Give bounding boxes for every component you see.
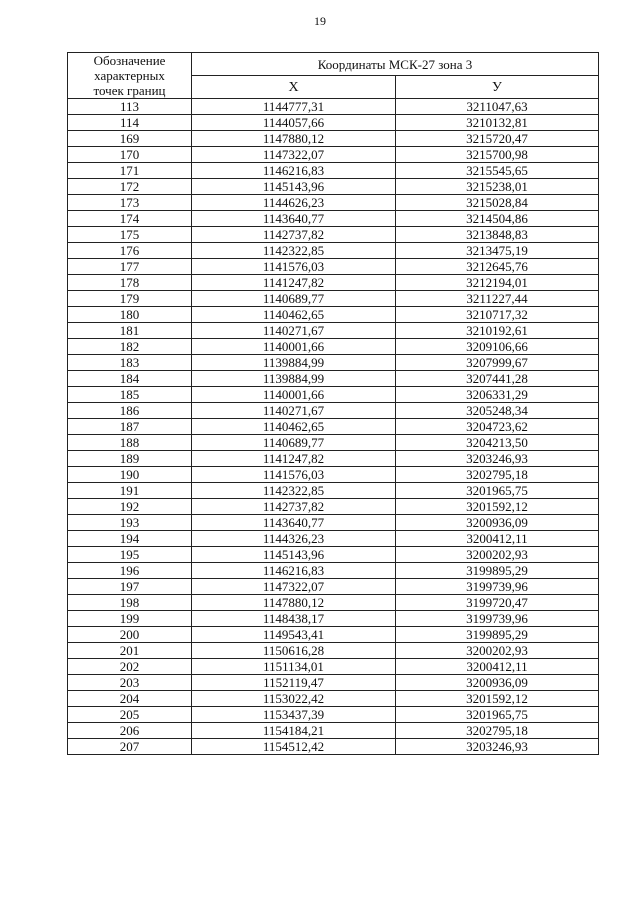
y-coordinate-cell: 3199739,96 — [396, 611, 599, 627]
table-row — [68, 563, 599, 579]
x-coordinate-cell: 1147880,12 — [192, 595, 396, 611]
point-id-cell: 188 — [68, 435, 192, 451]
table-header — [68, 53, 599, 99]
point-id-cell: 173 — [68, 195, 192, 211]
y-coordinate-cell: 3199739,96 — [396, 579, 599, 595]
header-x: X — [192, 76, 396, 99]
point-id-cell: 182 — [68, 339, 192, 355]
table-row — [68, 243, 599, 259]
y-coordinate-cell: 3199895,29 — [396, 627, 599, 643]
x-coordinate-cell: 1139884,99 — [192, 371, 396, 387]
point-id-cell: 203 — [68, 675, 192, 691]
point-id-cell: 194 — [68, 531, 192, 547]
x-coordinate-cell: 1141247,82 — [192, 451, 396, 467]
y-coordinate-cell: 3213848,83 — [396, 227, 599, 243]
x-coordinate-cell: 1145143,96 — [192, 179, 396, 195]
x-coordinate-cell: 1144057,66 — [192, 115, 396, 131]
header-point-designation — [68, 53, 192, 99]
table-row — [68, 403, 599, 419]
table-row — [68, 147, 599, 163]
header-y: У — [396, 76, 599, 99]
y-coordinate-cell: 3215720,47 — [396, 131, 599, 147]
table-row — [68, 291, 599, 307]
y-coordinate-cell: 3215238,01 — [396, 179, 599, 195]
x-coordinate-cell: 1147322,07 — [192, 579, 396, 595]
point-id-cell: 201 — [68, 643, 192, 659]
point-id-cell: 183 — [68, 355, 192, 371]
x-coordinate-cell: 1145143,96 — [192, 547, 396, 563]
x-coordinate-cell: 1147880,12 — [192, 131, 396, 147]
y-coordinate-cell: 3214504,86 — [396, 211, 599, 227]
y-coordinate-cell: 3211047,63 — [396, 99, 599, 115]
table-row — [68, 643, 599, 659]
y-coordinate-cell: 3201592,12 — [396, 499, 599, 515]
x-coordinate-cell: 1142322,85 — [192, 243, 396, 259]
table-row — [68, 499, 599, 515]
table-row — [68, 531, 599, 547]
point-id-cell: 114 — [68, 115, 192, 131]
point-id-cell: 171 — [68, 163, 192, 179]
point-id-cell: 205 — [68, 707, 192, 723]
table-row — [68, 179, 599, 195]
point-id-cell: 169 — [68, 131, 192, 147]
table-row — [68, 355, 599, 371]
y-coordinate-cell: 3212194,01 — [396, 275, 599, 291]
x-coordinate-cell: 1140001,66 — [192, 339, 396, 355]
point-id-cell: 196 — [68, 563, 192, 579]
y-coordinate-cell: 3204213,50 — [396, 435, 599, 451]
table-row — [68, 595, 599, 611]
table-body — [68, 99, 599, 755]
point-id-cell: 178 — [68, 275, 192, 291]
x-coordinate-cell: 1150616,28 — [192, 643, 396, 659]
y-coordinate-cell: 3201965,75 — [396, 483, 599, 499]
page-number: 19 — [314, 14, 326, 28]
table-row — [68, 211, 599, 227]
table-row — [68, 163, 599, 179]
header-point-line-3: точек границ — [93, 83, 166, 98]
x-coordinate-cell: 1146216,83 — [192, 163, 396, 179]
table-row — [68, 627, 599, 643]
point-id-cell: 198 — [68, 595, 192, 611]
y-coordinate-cell: 3211227,44 — [396, 291, 599, 307]
point-id-cell: 193 — [68, 515, 192, 531]
point-id-cell: 200 — [68, 627, 192, 643]
table-row — [68, 675, 599, 691]
table-row — [68, 371, 599, 387]
x-coordinate-cell: 1152119,47 — [192, 675, 396, 691]
point-id-cell: 113 — [68, 99, 192, 115]
y-coordinate-cell: 3213475,19 — [396, 243, 599, 259]
x-coordinate-cell: 1140271,67 — [192, 403, 396, 419]
y-coordinate-cell: 3212645,76 — [396, 259, 599, 275]
point-id-cell: 170 — [68, 147, 192, 163]
header-coordinate-system: Координаты МСК-27 зона 3 — [192, 53, 599, 76]
y-coordinate-cell: 3200936,09 — [396, 515, 599, 531]
table-row — [68, 99, 599, 115]
y-coordinate-cell: 3209106,66 — [396, 339, 599, 355]
table-row — [68, 723, 599, 739]
x-coordinate-cell: 1140001,66 — [192, 387, 396, 403]
table-row — [68, 611, 599, 627]
point-id-cell: 199 — [68, 611, 192, 627]
y-coordinate-cell: 3202795,18 — [396, 723, 599, 739]
point-id-cell: 172 — [68, 179, 192, 195]
table-row — [68, 659, 599, 675]
x-coordinate-cell: 1143640,77 — [192, 211, 396, 227]
table-row — [68, 323, 599, 339]
x-coordinate-cell: 1143640,77 — [192, 515, 396, 531]
point-id-cell: 185 — [68, 387, 192, 403]
x-coordinate-cell: 1154512,42 — [192, 739, 396, 755]
table-row — [68, 435, 599, 451]
point-id-cell: 174 — [68, 211, 192, 227]
x-coordinate-cell: 1141247,82 — [192, 275, 396, 291]
table-row — [68, 339, 599, 355]
y-coordinate-cell: 3215545,65 — [396, 163, 599, 179]
coordinates-table — [67, 52, 599, 755]
x-coordinate-cell: 1151134,01 — [192, 659, 396, 675]
point-id-cell: 206 — [68, 723, 192, 739]
y-coordinate-cell: 3199895,29 — [396, 563, 599, 579]
x-coordinate-cell: 1148438,17 — [192, 611, 396, 627]
x-coordinate-cell: 1142322,85 — [192, 483, 396, 499]
table-row — [68, 451, 599, 467]
table-row — [68, 131, 599, 147]
x-coordinate-cell: 1144326,23 — [192, 531, 396, 547]
y-coordinate-cell: 3200202,93 — [396, 643, 599, 659]
table-row — [68, 115, 599, 131]
x-coordinate-cell: 1140462,65 — [192, 307, 396, 323]
point-id-cell: 197 — [68, 579, 192, 595]
x-coordinate-cell: 1141576,03 — [192, 259, 396, 275]
point-id-cell: 192 — [68, 499, 192, 515]
y-coordinate-cell: 3210132,81 — [396, 115, 599, 131]
y-coordinate-cell: 3205248,34 — [396, 403, 599, 419]
point-id-cell: 191 — [68, 483, 192, 499]
y-coordinate-cell: 3207999,67 — [396, 355, 599, 371]
table-row — [68, 307, 599, 323]
table-row — [68, 547, 599, 563]
point-id-cell: 181 — [68, 323, 192, 339]
y-coordinate-cell: 3201965,75 — [396, 707, 599, 723]
point-id-cell: 177 — [68, 259, 192, 275]
y-coordinate-cell: 3200936,09 — [396, 675, 599, 691]
y-coordinate-cell: 3199720,47 — [396, 595, 599, 611]
x-coordinate-cell: 1140689,77 — [192, 291, 396, 307]
x-coordinate-cell: 1141576,03 — [192, 467, 396, 483]
table-row — [68, 707, 599, 723]
table-row — [68, 483, 599, 499]
x-coordinate-cell: 1144626,23 — [192, 195, 396, 211]
y-coordinate-cell: 3200412,11 — [396, 659, 599, 675]
x-coordinate-cell: 1139884,99 — [192, 355, 396, 371]
point-id-cell: 204 — [68, 691, 192, 707]
point-id-cell: 195 — [68, 547, 192, 563]
table-row — [68, 515, 599, 531]
x-coordinate-cell: 1140462,65 — [192, 419, 396, 435]
x-coordinate-cell: 1144777,31 — [192, 99, 396, 115]
y-coordinate-cell: 3204723,62 — [396, 419, 599, 435]
point-id-cell: 189 — [68, 451, 192, 467]
y-coordinate-cell: 3206331,29 — [396, 387, 599, 403]
table-row — [68, 387, 599, 403]
point-id-cell: 176 — [68, 243, 192, 259]
y-coordinate-cell: 3215028,84 — [396, 195, 599, 211]
header-point-line-2: характерных — [94, 68, 165, 83]
y-coordinate-cell: 3201592,12 — [396, 691, 599, 707]
point-id-cell: 207 — [68, 739, 192, 755]
y-coordinate-cell: 3200412,11 — [396, 531, 599, 547]
y-coordinate-cell: 3203246,93 — [396, 451, 599, 467]
y-coordinate-cell: 3210192,61 — [396, 323, 599, 339]
point-id-cell: 186 — [68, 403, 192, 419]
x-coordinate-cell: 1147322,07 — [192, 147, 396, 163]
point-id-cell: 180 — [68, 307, 192, 323]
x-coordinate-cell: 1140689,77 — [192, 435, 396, 451]
point-id-cell: 175 — [68, 227, 192, 243]
y-coordinate-cell: 3207441,28 — [396, 371, 599, 387]
y-coordinate-cell: 3202795,18 — [396, 467, 599, 483]
table-row — [68, 739, 599, 755]
y-coordinate-cell: 3203246,93 — [396, 739, 599, 755]
point-id-cell: 184 — [68, 371, 192, 387]
x-coordinate-cell: 1154184,21 — [192, 723, 396, 739]
point-id-cell: 202 — [68, 659, 192, 675]
header-point-line-1: Обозначение — [93, 53, 166, 68]
x-coordinate-cell: 1140271,67 — [192, 323, 396, 339]
table-row — [68, 579, 599, 595]
y-coordinate-cell: 3215700,98 — [396, 147, 599, 163]
y-coordinate-cell: 3210717,32 — [396, 307, 599, 323]
table-row — [68, 691, 599, 707]
point-id-cell: 187 — [68, 419, 192, 435]
table-row — [68, 195, 599, 211]
table-row — [68, 419, 599, 435]
table-row — [68, 467, 599, 483]
table-row — [68, 227, 599, 243]
y-coordinate-cell: 3200202,93 — [396, 547, 599, 563]
table-row — [68, 259, 599, 275]
point-id-cell: 190 — [68, 467, 192, 483]
x-coordinate-cell: 1153022,42 — [192, 691, 396, 707]
x-coordinate-cell: 1142737,82 — [192, 227, 396, 243]
point-id-cell: 179 — [68, 291, 192, 307]
x-coordinate-cell: 1146216,83 — [192, 563, 396, 579]
x-coordinate-cell: 1149543,41 — [192, 627, 396, 643]
table-row — [68, 275, 599, 291]
x-coordinate-cell: 1153437,39 — [192, 707, 396, 723]
x-coordinate-cell: 1142737,82 — [192, 499, 396, 515]
